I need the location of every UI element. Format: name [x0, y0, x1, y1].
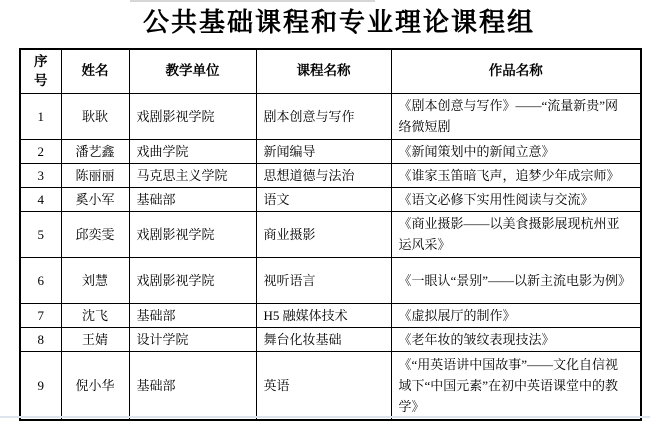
cell-name: 邱奕雯 [61, 211, 129, 257]
table-row [20, 93, 641, 139]
cell-no: 7 [20, 303, 61, 327]
table-row [20, 303, 641, 327]
table-row [20, 139, 641, 163]
header-no: 序号 [20, 49, 61, 93]
cell-no: 8 [20, 327, 61, 351]
cell-no: 2 [20, 139, 61, 163]
cell-unit: 戏剧影视学院 [129, 93, 256, 139]
header-unit: 教学单位 [129, 49, 256, 93]
cell-unit: 戏剧影视学院 [129, 257, 256, 303]
cell-work: 《剧本创意与写作》——“流量新贵”网络微短剧 [391, 93, 641, 139]
cell-name: 耿耿 [61, 93, 129, 139]
cell-unit: 戏曲学院 [129, 139, 256, 163]
table-row [20, 211, 641, 257]
cell-unit: 戏剧影视学院 [129, 211, 256, 257]
table-row [20, 257, 641, 303]
cell-course: 语文 [256, 187, 391, 211]
cell-course: 舞台化妆基础 [256, 327, 391, 351]
header-course: 课程名称 [256, 49, 391, 93]
cell-unit: 基础部 [129, 187, 256, 211]
cell-work: 《语文必修下实用性阅读与交流》 [391, 187, 641, 211]
cell-work: 《老年妆的皱纹表现技法》 [391, 327, 641, 351]
cell-course: 英语 [256, 351, 391, 420]
cell-work: 《一眼认“景别”——以新主流电影为例》 [391, 257, 641, 303]
cell-work: 《新闻策划中的新闻立意》 [391, 139, 641, 163]
cell-name: 陈丽丽 [61, 163, 129, 187]
cell-work: 《谁家玉笛暗飞声，追梦少年成宗师》 [391, 163, 641, 187]
cell-course: 新闻编导 [256, 139, 391, 163]
cell-work: 《“用英语讲中国故事”——文化自信视域下“中国元素”在初中英语课堂中的教学》 [391, 351, 641, 420]
window-bottom-edge [0, 416, 650, 418]
cell-work: 《商业摄影——以美食摄影展现杭州亚运风采》 [391, 211, 641, 257]
cell-name: 奚小军 [61, 187, 129, 211]
cell-name: 王婧 [61, 327, 129, 351]
table-header-row [20, 49, 641, 93]
table-row [20, 163, 641, 187]
cell-work: 《虚拟展厅的制作》 [391, 303, 641, 327]
table-row [20, 351, 641, 420]
cropped-text-artifact [130, 0, 375, 2]
cell-course: 剧本创意与写作 [256, 93, 391, 139]
cell-course: 商业摄影 [256, 211, 391, 257]
cell-no: 1 [20, 93, 61, 139]
cell-no: 3 [20, 163, 61, 187]
table-row [20, 187, 641, 211]
cell-course: 视听语言 [256, 257, 391, 303]
cell-no: 4 [20, 187, 61, 211]
cell-no: 9 [20, 351, 61, 420]
cell-unit: 基础部 [129, 303, 256, 327]
cell-name: 倪小华 [61, 351, 129, 420]
header-name: 姓名 [61, 49, 129, 93]
cell-unit: 基础部 [129, 351, 256, 420]
table-row [20, 327, 641, 351]
cell-course: H5 融媒体技术 [256, 303, 391, 327]
cell-name: 刘慧 [61, 257, 129, 303]
page-title-text: 公共基础课程和专业理论课程组 [142, 8, 535, 37]
cell-name: 潘艺鑫 [61, 139, 129, 163]
course-table [19, 48, 642, 421]
header-work: 作品名称 [391, 49, 641, 93]
cell-name: 沈飞 [61, 303, 129, 327]
cell-course: 思想道德与法治 [256, 163, 391, 187]
cell-no: 6 [20, 257, 61, 303]
page-title [0, 8, 650, 38]
cell-no: 5 [20, 211, 61, 257]
cell-unit: 马克思主义学院 [129, 163, 256, 187]
cell-unit: 设计学院 [129, 327, 256, 351]
